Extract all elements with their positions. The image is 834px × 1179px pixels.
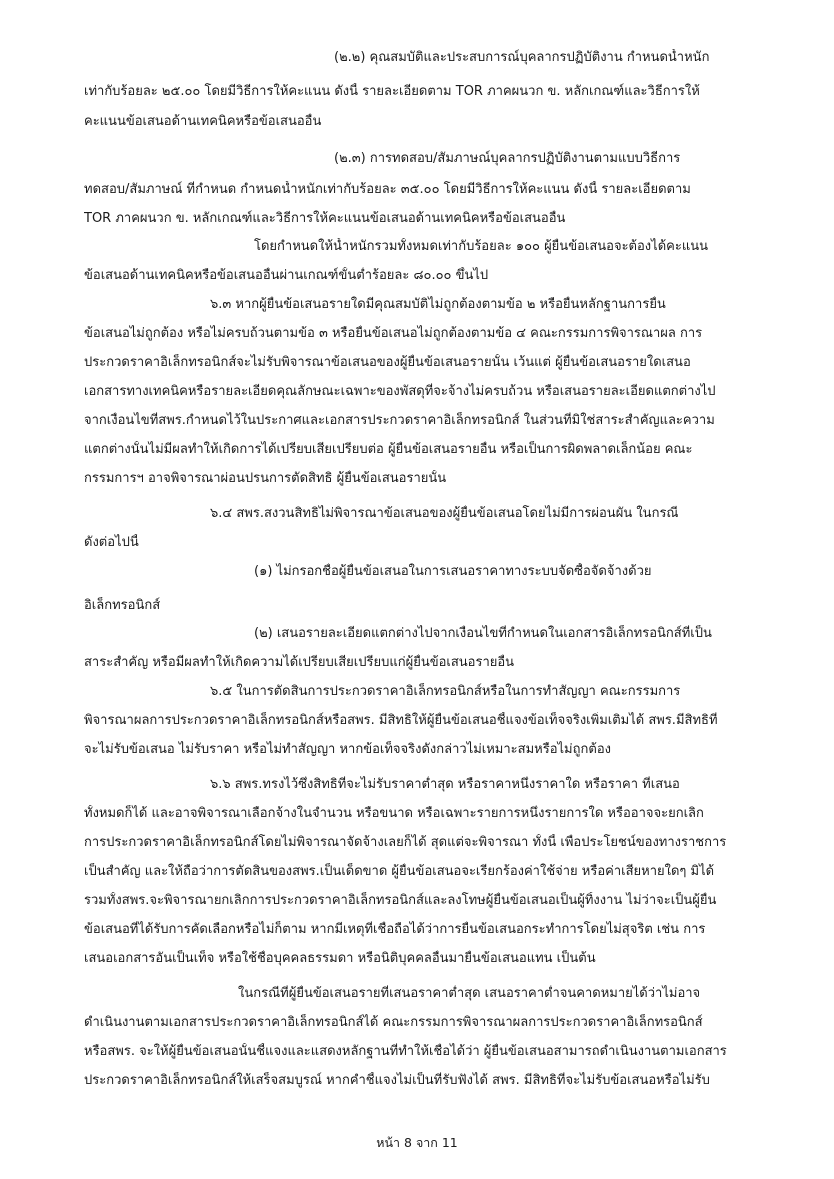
- paragraph-line: จะไม่รับข้อเสนอ ไม่รับราคา หรือไม่ทำสัญญา หากข้อเท็จจริงดังกล่าวไม่เหมาะสมหรือไม่ถูกต้อง: [84, 742, 611, 757]
- section-6-5-heading: ๖.๕ ในการตัดสินการประกวดราคาอิเล็กทรอนิกส์หรือในการทำสัญญา คณะกรรมการ: [210, 684, 681, 699]
- paragraph-line: อิเล็กทรอนิกส์: [84, 598, 161, 613]
- paragraph-line: ทั้งหมดก็ได้ และอาจพิจารณาเลือกจ้างในจำนวน หรือขนาด หรือเฉพาะรายการหนึ่งรายการใด หรืออาจจะยกเลิก: [84, 806, 704, 821]
- paragraph-line: ดังต่อไปนี้: [84, 535, 139, 550]
- paragraph-line: ประกวดราคาอิเล็กทรอนิกส์ให้เสร็จสมบูรณ์ หากคำชี้แจงไม่เป็นที่รับฟังได้ สพร. มีสิทธิที่จะไม่รับข้อเสนอหรือไม่รับ: [84, 1073, 710, 1088]
- paragraph-line: กรรมการฯ อาจพิจารณาผ่อนปรนการตัดสิทธิ ผู้ยื่นข้อเสนอรายนั้น: [84, 471, 447, 486]
- paragraph-line: รวมทั้งสพร.จะพิจารณายกเลิกการประกวดราคาอิเล็กทรอนิกส์และลงโทษผู้ยื่นข้อเสนอเป็นผู้ทิ้งงาน ไม่ว่าจะเป็นผู้ยื่น: [84, 893, 717, 908]
- page-number: หน้า 8 จาก 11: [376, 1135, 458, 1150]
- paragraph-line: TOR ภาคผนวก ข. หลักเกณฑ์และวิธีการให้คะแนนข้อเสนอด้านเทคนิคหรือข้อเสนออื่น: [84, 211, 566, 226]
- paragraph-line: ประกวดราคาอิเล็กทรอนิกส์จะไม่รับพิจารณาข้อเสนอของผู้ยื่นข้อเสนอรายนั้น เว้นแต่ ผู้ยื่นข้อเสนอรายใดเสนอ: [84, 355, 691, 370]
- paragraph-line: แตกต่างนั้นไม่มีผลทำให้เกิดการได้เปรียบเสียเปรียบต่อ ผู้ยื่นข้อเสนอรายอื่น หรือเป็นการผิดพลาดเล็กน้อย คณะ: [84, 442, 693, 457]
- paragraph-line: การประกวดราคาอิเล็กทรอนิกส์โดยไม่พิจารณาจัดจ้างเลยก็ได้ สุดแต่จะพิจารณา ทั้งนี้ เพื่อประโยชน์ของทางราชการ: [84, 835, 727, 850]
- section-6-4-heading: ๖.๔ สพร.สงวนสิทธิไม่พิจารณาข้อเสนอของผู้ยื่นข้อเสนอโดยไม่มีการผ่อนผัน ในกรณี: [210, 506, 679, 521]
- paragraph-line: ดำเนินงานตามเอกสารประกวดราคาอิเล็กทรอนิกส์ได้ คณะกรรมการพิจารณาผลการประกวดราคาอิเล็กทรอนิกส์: [84, 1015, 703, 1030]
- paragraph-line: เท่ากับร้อยละ ๒๕.๐๐ โดยมีวิธีการให้คะแนน ดังนี้ รายละเอียดตาม TOR ภาคผนวก ข. หลักเกณฑ์และวิธีการให้: [84, 84, 700, 99]
- paragraph-line: เป็นสำคัญ และให้ถือว่าการตัดสินของสพร.เป็นเด็ดขาด ผู้ยื่นข้อเสนอจะเรียกร้องค่าใช้จ่าย หรือค่าเสียหายใดๆ มิได้: [84, 864, 715, 879]
- section-6-3-heading: ๖.๓ หากผู้ยื่นข้อเสนอรายใดมีคุณสมบัติไม่ถูกต้องตามข้อ ๒ หรือยื่นหลักฐานการยื่น: [210, 297, 666, 312]
- paragraph-line: จากเงื่อนไขที่สพร.กำหนดไว้ในประกาศและเอกสารประกวดราคาอิเล็กทรอนิกส์ ในส่วนที่มิใช่สาระสำคัญและความ: [84, 413, 715, 428]
- paragraph-line: ในกรณีที่ผู้ยื่นข้อเสนอรายที่เสนอราคาต่ำสุด เสนอราคาต่ำจนคาดหมายได้ว่าไม่อาจ: [238, 986, 701, 1001]
- paragraph-line: พิจารณาผลการประกวดราคาอิเล็กทรอนิกส์หรือสพร. มีสิทธิให้ผู้ยื่นข้อเสนอชี้แจงข้อเท็จจริงเพิ่มเติมได้ สพร.มีสิทธิที่: [84, 713, 718, 728]
- paragraph-line: คะแนนข้อเสนอด้านเทคนิคหรือข้อเสนออื่น: [84, 114, 322, 129]
- paragraph-line: ข้อเสนอไม่ถูกต้อง หรือไม่ครบถ้วนตามข้อ ๓ หรือยื่นข้อเสนอไม่ถูกต้องตามข้อ ๔ คณะกรรมการพิจารณาผล การ: [84, 326, 703, 341]
- paragraph-line: สาระสำคัญ หรือมีผลทำให้เกิดความได้เปรียบเสียเปรียบแก่ผู้ยื่นข้อเสนอรายอื่น: [84, 655, 515, 670]
- paragraph-line: (๒.๒) คุณสมบัติและประสบการณ์บุคลากรปฏิบัติงาน กำหนดน้ำหนัก: [334, 50, 710, 65]
- paragraph-line: เอกสารทางเทคนิคหรือรายละเอียดคุณลักษณะเฉพาะของพัสดุที่จะจ้างไม่ครบถ้วน หรือเสนอรายละเอียดแตกต่างไป: [84, 384, 716, 399]
- list-item-2: (๒) เสนอรายละเอียดแตกต่างไปจากเงื่อนไขที่กำหนดในเอกสารอิเล็กทรอนิกส์ที่เป็น: [254, 626, 712, 641]
- list-item-1: (๑) ไม่กรอกชื่อผู้ยื่นข้อเสนอในการเสนอราคาทางระบบจัดซื้อจัดจ้างด้วย: [254, 564, 652, 579]
- paragraph-line: เสนอเอกสารอันเป็นเท็จ หรือใช้ชื่อบุคคลธรรมดา หรือนิติบุคคลอื่นมายื่นข้อเสนอแทน เป็นต้น: [84, 951, 596, 966]
- paragraph-line: หรือสพร. จะให้ผู้ยื่นข้อเสนอนั้นชี้แจงและแสดงหลักฐานที่ทำให้เชื่อได้ว่า ผู้ยื่นข้อเสนอสามารถดำเนินงานตามเอกสาร: [84, 1044, 727, 1059]
- paragraph-line: (๒.๓) การทดสอบ/สัมภาษณ์บุคลากรปฏิบัติงานตามแบบวิธีการ: [334, 151, 681, 166]
- paragraph-line: ข้อเสนอด้านเทคนิคหรือข้อเสนออื่นผ่านเกณฑ์ขั้นต่ำร้อยละ ๘๐.๐๐ ขึ้นไป: [84, 268, 489, 283]
- paragraph-line: ข้อเสนอที่ได้รับการคัดเลือกหรือไม่ก็ตาม หากมีเหตุที่เชื่อถือได้ว่าการยื่นข้อเสนอกระทำการโดยไม่สุจริต เช่น การ: [84, 922, 706, 937]
- paragraph-line: ทดสอบ/สัมภาษณ์ ที่กำหนด กำหนดน้ำหนักเท่ากับร้อยละ ๓๕.๐๐ โดยมีวิธีการให้คะแนน ดังนี้ รายละเอียดตาม: [84, 182, 691, 197]
- paragraph-line: โดยกำหนดให้น้ำหนักรวมทั้งหมดเท่ากับร้อยละ ๑๐๐ ผู้ยื่นข้อเสนอจะต้องได้คะแนน: [254, 239, 708, 254]
- section-6-6-heading: ๖.๖ สพร.ทรงไว้ซึ่งสิทธิที่จะไม่รับราคาต่ำสุด หรือราคาหนึ่งราคาใด หรือราคา ที่เสนอ: [210, 777, 680, 792]
